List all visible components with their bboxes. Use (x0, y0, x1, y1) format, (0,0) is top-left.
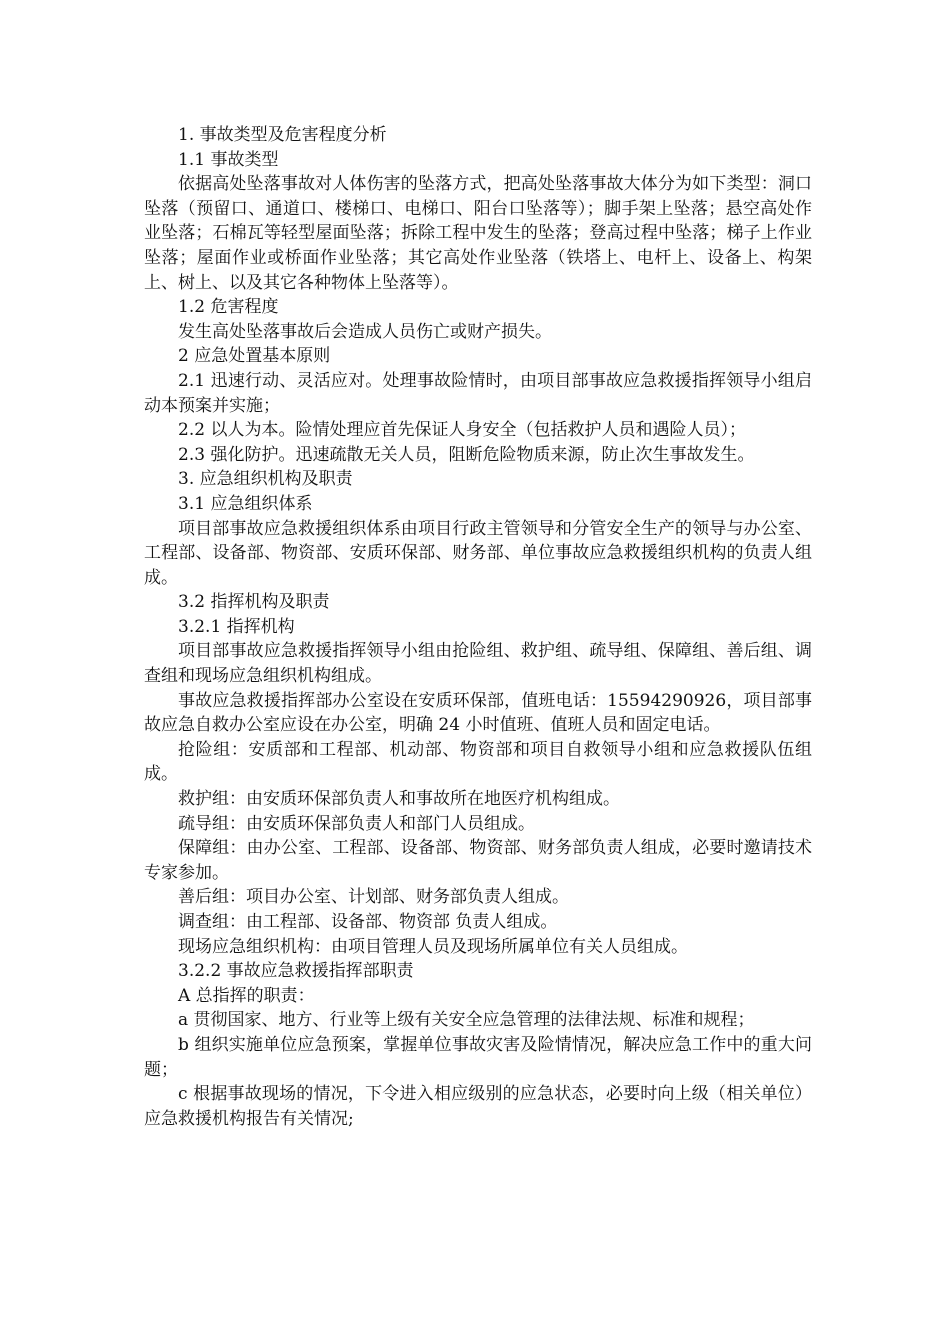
document-page (144, 123, 812, 1131)
principle-2-3: 2.3 强化防护。迅速疏散无关人员，阻断危险物质来源，防止次生事故发生。 (178, 444, 755, 465)
heading-3-2-2: 3.2.2 事故应急救援指挥部职责 (178, 961, 414, 982)
heading-1: 1. 事故类型及危害程度分析 (178, 125, 387, 145)
paragraph-harm-degree: 发生高处坠落事故后会造成人员伤亡或财产损失。 (178, 321, 552, 342)
group-rescue: 抢险组：安质部和工程部、机动部、物资部和项目自救领导小组和应急救援队伍组成。 (144, 739, 812, 785)
group-evacuation: 疏导组：由安质环保部负责人和部门人员组成。 (178, 813, 535, 834)
duty-c: c 根据事故现场的情况，下令进入相应级别的应急状态，必要时向上级（相关单位）应急救援机构报告有关情况; (144, 1084, 812, 1129)
heading-3-2: 3.2 指挥机构及职责 (178, 592, 330, 613)
heading-3-2-1: 3.2.1 指挥机构 (178, 616, 295, 637)
heading-1-2: 1.2 危害程度 (178, 297, 279, 318)
heading-2: 2 应急处置基本原则 (178, 346, 331, 367)
duty-a: a 贯彻国家、地方、行业等上级有关安全应急管理的法律法规、标准和规程； (178, 1010, 755, 1031)
paragraph-command-group: 项目部事故应急救援指挥领导小组由抢险组、救护组、疏导组、保障组、善后组、调查组和现场应急组织机构组成。 (144, 641, 812, 687)
heading-3: 3. 应急组织机构及职责 (178, 469, 353, 490)
paragraph-accident-types: 依据高处坠落事故对人体伤害的坠落方式，把高处坠落事故大体分为如下类型：洞口坠落（预留口、通道口、楼梯口、电梯口、阳台口坠落等）；脚手架上坠落；悬空高处作业坠落；石棉瓦等轻型屋面坠落；拆除工程中发生的坠落；登高过程中坠落；梯子上作业坠落；屋面作业或桥面作业坠落；其它高处作业坠落（铁塔上、电杆上、设备上、构架上、树上、以及其它各种物体上坠落等）。 (144, 174, 812, 293)
group-onsite: 现场应急组织机构：由项目管理人员及现场所属单位有关人员组成。 (178, 936, 688, 957)
group-aftermath: 善后组：项目办公室、计划部、财务部负责人组成。 (178, 887, 569, 908)
principle-2-1: 2.1 迅速行动、灵活应对。处理事故险情时，由项目部事故应急救援指挥领导小组启动本预案并实施； (144, 370, 812, 416)
group-medical: 救护组：由安质环保部负责人和事故所在地医疗机构组成。 (178, 789, 620, 810)
paragraph-command-office: 事故应急救援指挥部办公室设在安质环保部，值班电话：15594290926，项目部事故应急自救办公室应设在办公室，明确 24 小时值班、值班人员和固定电话。 (144, 690, 812, 736)
group-support: 保障组：由办公室、工程部、设备部、物资部、财务部负责人组成，必要时邀请技术专家参加。 (144, 838, 812, 883)
duty-b: b 组织实施单位应急预案，掌握单位事故灾害及险情情况，解决应急工作中的重大问题； (144, 1034, 812, 1080)
paragraph-organization-system: 项目部事故应急救援组织体系由项目行政主管领导和分管安全生产的领导与办公室、工程部、设备部、物资部、安质环保部、财务部、单位事故应急救援组织机构的负责人组成。 (144, 518, 812, 588)
heading-1-1: 1.1 事故类型 (178, 149, 279, 170)
heading-3-1: 3.1 应急组织体系 (178, 493, 313, 514)
heading-commander-duties: A 总指挥的职责： (178, 985, 315, 1006)
principle-2-2: 2.2 以人为本。险情处理应首先保证人身安全（包括救护人员和遇险人员）； (178, 420, 746, 441)
group-investigation: 调查组：由工程部、设备部、物资部 负责人组成。 (178, 912, 558, 932)
